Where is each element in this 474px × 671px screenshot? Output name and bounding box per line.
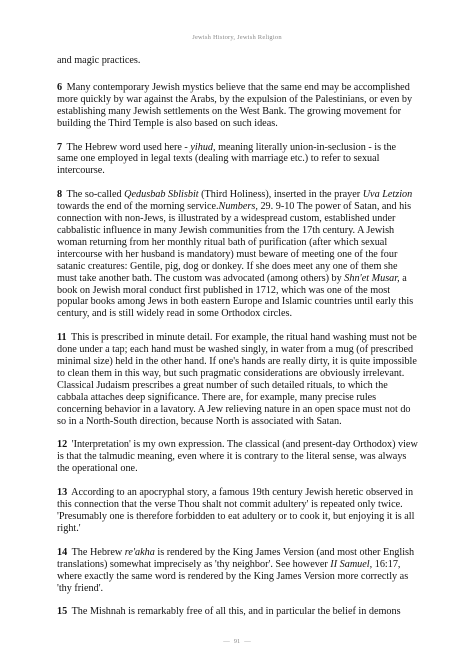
footnote-13	[57, 487, 419, 535]
footnote-text: 16:17, where exactly the same word is rendered by the King James Version more correctly as 'thy friend'.	[57, 558, 409, 594]
footnote-6	[57, 82, 419, 130]
footnote-text: According to an apocryphal story, a famous 19th century Jewish heretic observed in this connection that the verse Thou shalt not commit adultery' is repeated only twice. 'Presumably one is therefore forbidden to eat adultery or to cook it, but enjoying it is all right.'	[57, 487, 415, 534]
italic-text: Qedusbab Sblisbit	[124, 189, 199, 201]
italic-text: II Samuel,	[330, 558, 373, 570]
footnote-text: is rendered by the King James Version (and most other English translations) somewhat imprecisely as 'thy neighbor'. See however	[57, 546, 415, 570]
footnote-text: 29. 9-10 The power of Satan, and his connection with non-Jews, is illustrated by a widespread custom, established under cabbalistic influence in many Jewish communities from the 17th century. A Jewish woman returning from her monthly ritual bath of purification (after which sexual intercourse with her husband is mandatory) must beware of meeting one of the four satanic creatures: Gentile, pig, dog or donkey. If she does meet any one of them she must take another bath. The custom was advocated (among others) by	[57, 201, 412, 284]
footnote-text: The Hebrew word used here -	[66, 141, 191, 153]
running-head: Jewish History, Jewish Religion	[192, 34, 282, 41]
footnote-text: 'Interpretation' is my own expression. The classical (and present-day Orthodox) view is that the talmudic meaning, even where it is contrary to the literal sense, was always the operational one.	[57, 439, 418, 475]
footnote-number: 6	[57, 81, 63, 93]
footnote-text: The Hebrew	[71, 546, 125, 558]
footnote-number: 15	[57, 606, 68, 618]
footnote-text: (Third Holiness), inserted in the prayer	[198, 189, 363, 201]
footnote-text: towards the end of the morning service.	[57, 201, 219, 213]
italic-text: Uva Letzion	[362, 189, 413, 201]
footnote-text: This is prescribed in minute detail. For example, the ritual hand washing must not be done under a tap; each hand must be washed singly, in water from a mug (of prescribed minimal size) held in the other hand. If one's hands are really dirty, it is quite impossible to clean them in this way, but such pragmatic considerations are obviously irrelevant. Classical Judaism prescribes a great number of such detailed rituals, to which the cabbala attaches deep significance. There are, for example, many precise rules concerning behavior in a lavatory. A Jew relieving nature in an open space must not do so in a North-South direction, because North is associated with Satan.	[57, 332, 417, 427]
italic-text: re'akha	[124, 546, 155, 558]
footnote-text: The so-called	[66, 189, 125, 201]
footer-dash-left: —	[223, 638, 230, 645]
footnote-11	[57, 332, 419, 427]
footnote-text: The Mishnah is remarkably free of all this, and in particular the belief in demons	[71, 606, 401, 618]
footnote-12	[57, 439, 419, 475]
italic-text: Numbers,	[218, 201, 258, 213]
footnote-15	[57, 606, 419, 618]
footnote-number: 14	[57, 546, 68, 558]
footnote-text: , meaning literally union-in-seclusion - is the same one employed in legal texts (dealing with marriage etc.) to refer to sexual intercourse.	[57, 141, 397, 177]
footnotes-body	[57, 55, 419, 630]
footnote-number: 13	[57, 487, 68, 499]
footnote-text: Many contemporary Jewish mystics believe that the same end may be accomplished more quickly by war against the Arabs, by the expulsion of the Palestinians, or even by establishing many Jewish settlements on the West Bank. The growing movement for building the Third Temple is also based on such ideas.	[57, 81, 413, 129]
page-number: 91	[233, 638, 241, 645]
footnote-continuation	[57, 55, 419, 67]
italic-text: yihud	[190, 141, 214, 153]
page-footer	[0, 638, 474, 645]
footnote-7	[57, 142, 419, 178]
footnote-number: 11	[57, 332, 67, 344]
footnote-text: a book on Jewish moral conduct first published in 1712, which was one of the most popular books among Jews in both eastern Europe and Islamic countries until early this century, and is still widely read in some Orthodox circles.	[57, 272, 414, 320]
footnote-14	[57, 547, 419, 595]
footnote-text: and magic practices.	[57, 55, 141, 66]
footnote-number: 12	[57, 439, 68, 451]
footnote-8	[57, 189, 419, 320]
footnote-number: 8	[57, 189, 63, 201]
italic-text: Shn'et Musar,	[344, 272, 400, 284]
footer-dash-right: —	[244, 638, 251, 645]
footnote-number: 7	[57, 141, 63, 153]
